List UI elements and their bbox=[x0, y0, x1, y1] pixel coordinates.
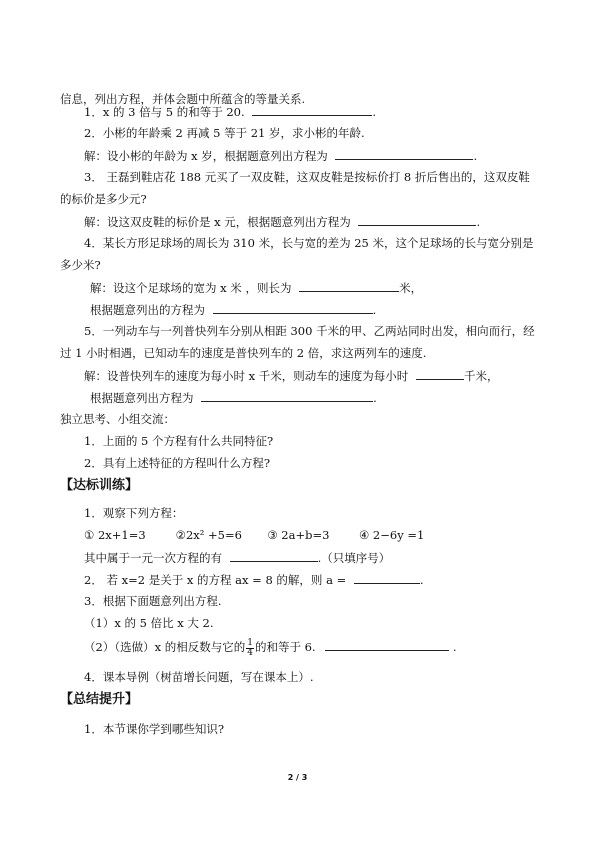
answer-blank-4b[interactable] bbox=[213, 302, 373, 314]
question-5-unit: 千米， bbox=[463, 369, 499, 383]
question-4-answer-2-text: 根据题意列出的方程为 bbox=[90, 303, 205, 317]
section-heading-summary: 【总结提升】 bbox=[60, 692, 139, 707]
question-5-answer-1 bbox=[84, 368, 498, 383]
question-5-answer-2-text: 根据题意列出方程为 bbox=[90, 391, 194, 405]
fraction-numerator: 1 bbox=[247, 637, 253, 648]
answer-blank-2[interactable] bbox=[335, 148, 473, 160]
intro-text: 信息，列出方程，并体会题中所蕴含的等量关系. bbox=[60, 92, 306, 106]
answer-blank-5a[interactable] bbox=[416, 368, 464, 380]
practice-1-answer bbox=[84, 550, 390, 565]
practice-2-end: . bbox=[419, 573, 424, 587]
question-2: 2．小彬的年龄乘 2 再减 5 等于 21 岁，求小彬的年龄. bbox=[84, 126, 365, 140]
question-4-answer-1 bbox=[90, 280, 422, 295]
question-3-end: . bbox=[476, 215, 481, 229]
question-2-end: . bbox=[473, 149, 478, 163]
practice-3-part-2-text-a: （2）（选做）x 的相反数与它的 bbox=[84, 640, 246, 654]
question-5-line1: 5．一列动车与一列普快列车分别从相距 300 千米的甲、乙两站同时出发，相向而行，经 bbox=[84, 324, 535, 338]
think-question-2: 2．具有上述特征的方程叫什么方程? bbox=[84, 456, 270, 470]
section-heading-practice: 【达标训练】 bbox=[60, 478, 139, 493]
question-4-line1: 4．某长方形足球场的周长为 310 米，长与宽的差为 25 米，这个足球场的长与宽分别是 bbox=[84, 236, 534, 250]
equation-2: ②2x² +5=6 bbox=[175, 528, 242, 542]
answer-blank-3[interactable] bbox=[358, 214, 476, 226]
question-1 bbox=[84, 104, 376, 119]
answer-blank-t3[interactable] bbox=[325, 639, 449, 651]
practice-1-answer-text: 其中属于一元一次方程的有 bbox=[84, 551, 222, 565]
answer-blank-1[interactable] bbox=[252, 104, 372, 116]
question-2-answer-text: 解：设小彬的年龄为 x 岁，根据题意列出方程为 bbox=[84, 149, 328, 163]
page-number: 2 / 3 bbox=[287, 773, 308, 782]
practice-3-part-1: （1）x 的 5 倍比 x 大 2. bbox=[84, 616, 214, 630]
practice-3-end: . bbox=[452, 640, 457, 654]
question-4-answer-2 bbox=[90, 302, 376, 317]
equation-1: ① 2x+1=3 bbox=[84, 528, 146, 542]
question-3-answer-text: 解：设这双皮鞋的标价是 x 元，根据题意列出方程为 bbox=[84, 215, 351, 229]
answer-blank-t2[interactable] bbox=[354, 572, 420, 584]
equation-3: ③ 2a+b=3 bbox=[267, 528, 330, 542]
practice-1-hint: .（只填序号） bbox=[317, 551, 391, 565]
question-3-answer bbox=[84, 214, 480, 229]
answer-blank-4a[interactable] bbox=[299, 280, 399, 292]
question-1-text: 1．x 的 3 倍与 5 的和等于 20. bbox=[84, 105, 245, 119]
answer-blank-t1[interactable] bbox=[230, 550, 318, 562]
practice-4: 4．课本导例（树苗增长问题，写在课本上）. bbox=[84, 670, 314, 684]
question-4-line2: 多少米? bbox=[60, 258, 101, 272]
equation-4: ④ 2−6y =1 bbox=[358, 528, 425, 542]
question-5-line2: 过 1 小时相遇，已知动车的速度是普快列车的 2 倍，求这两列车的速度. bbox=[60, 346, 427, 360]
question-5-answer-1-text: 解：设普快列车的速度为每小时 x 千米，则动车的速度为每小时 bbox=[84, 369, 409, 383]
practice-2-text: 2． 若 x=2 是关于 x 的方程 ax = 8 的解，则 a = bbox=[84, 573, 347, 587]
summary-question-1: 1．本节课你学到哪些知识? bbox=[84, 722, 224, 736]
question-4-answer-1-text: 解：设这个足球场的宽为 x 米 ，则长为 bbox=[90, 281, 292, 295]
think-question-1: 1．上面的 5 个方程有什么共同特征? bbox=[84, 434, 274, 448]
practice-3: 3．根据下面题意列出方程. bbox=[84, 594, 222, 608]
question-1-end: . bbox=[372, 105, 376, 119]
practice-1: 1．观察下列方程： bbox=[84, 506, 184, 520]
practice-1-equations bbox=[84, 528, 424, 542]
question-4-end: . bbox=[372, 303, 377, 317]
question-2-answer bbox=[84, 148, 477, 163]
question-5-answer-2 bbox=[90, 390, 377, 405]
practice-2 bbox=[84, 572, 424, 587]
practice-3-part-2-text-b: 的和等于 6. bbox=[254, 640, 316, 654]
question-3-line2: 的标价是多少元? bbox=[60, 192, 147, 206]
answer-blank-5b[interactable] bbox=[201, 390, 373, 402]
think-title: 独立思考、小组交流： bbox=[60, 412, 175, 426]
question-4-unit: 米， bbox=[399, 281, 423, 295]
question-5-end: . bbox=[373, 391, 377, 405]
question-3-line1: 3． 王磊到鞋店花 188 元买了一双皮鞋，这双皮鞋是按标价打 8 折后售出的，这双皮鞋 bbox=[84, 170, 530, 184]
fraction-one-quarter bbox=[246, 639, 254, 658]
practice-3-part-2 bbox=[84, 636, 457, 658]
fraction-denominator: 4 bbox=[247, 647, 253, 658]
